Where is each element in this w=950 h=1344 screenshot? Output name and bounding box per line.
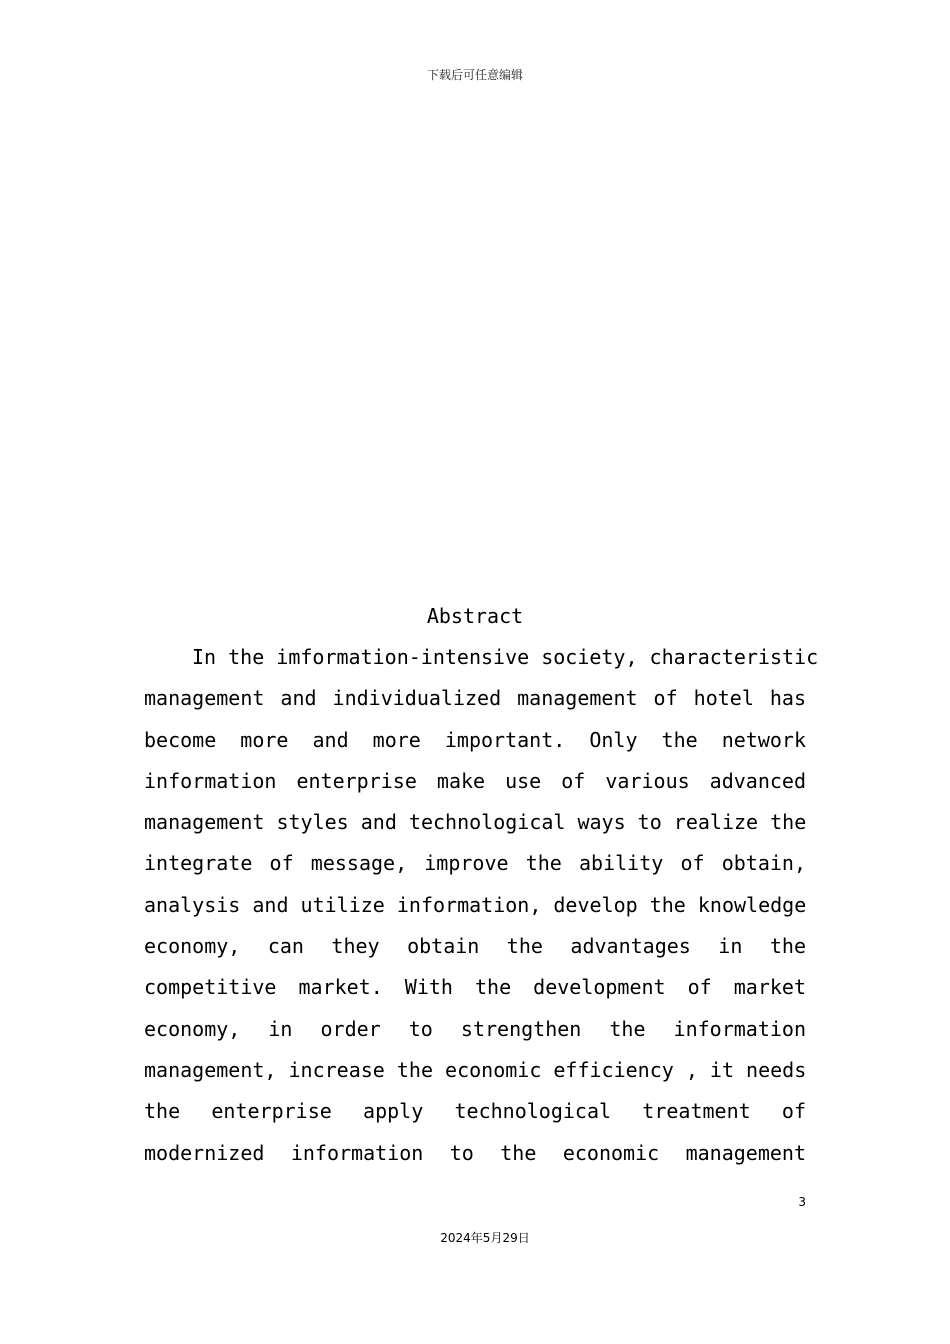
abstract-line: become more and more important. Only the network bbox=[144, 727, 806, 752]
abstract-line: management styles and technological ways to realize the bbox=[144, 810, 807, 835]
abstract-line: integrate of message, improve the ability of obtain, bbox=[144, 851, 806, 876]
abstract-title: Abstract bbox=[426, 604, 524, 628]
abstract-line: the enterprise apply technological treatment of bbox=[144, 1099, 806, 1124]
abstract-line: In the imformation-intensive society, characteristic bbox=[192, 645, 819, 669]
page-number: 3 bbox=[798, 1195, 806, 1209]
abstract-line: management and individualized management of hotel has bbox=[144, 686, 806, 711]
abstract-body bbox=[144, 643, 819, 1180]
abstract-line: management, increase the economic efficiency , it needs bbox=[144, 1057, 807, 1082]
abstract-line: modernized information to the economic management bbox=[144, 1140, 806, 1165]
abstract-line: information enterprise make use of various advanced bbox=[144, 768, 806, 793]
abstract-line: economy, in order to strengthen the information bbox=[144, 1016, 806, 1041]
abstract-line: economy, can they obtain the advantages in the bbox=[144, 934, 806, 959]
page-header: 下载后可任意编辑 bbox=[426, 68, 523, 82]
abstract-line: analysis and utilize information, develop the knowledge bbox=[144, 892, 807, 917]
page-footer-date: 2024年5月29日 bbox=[440, 1231, 530, 1245]
abstract-line: competitive market. With the development of market bbox=[144, 975, 806, 1000]
